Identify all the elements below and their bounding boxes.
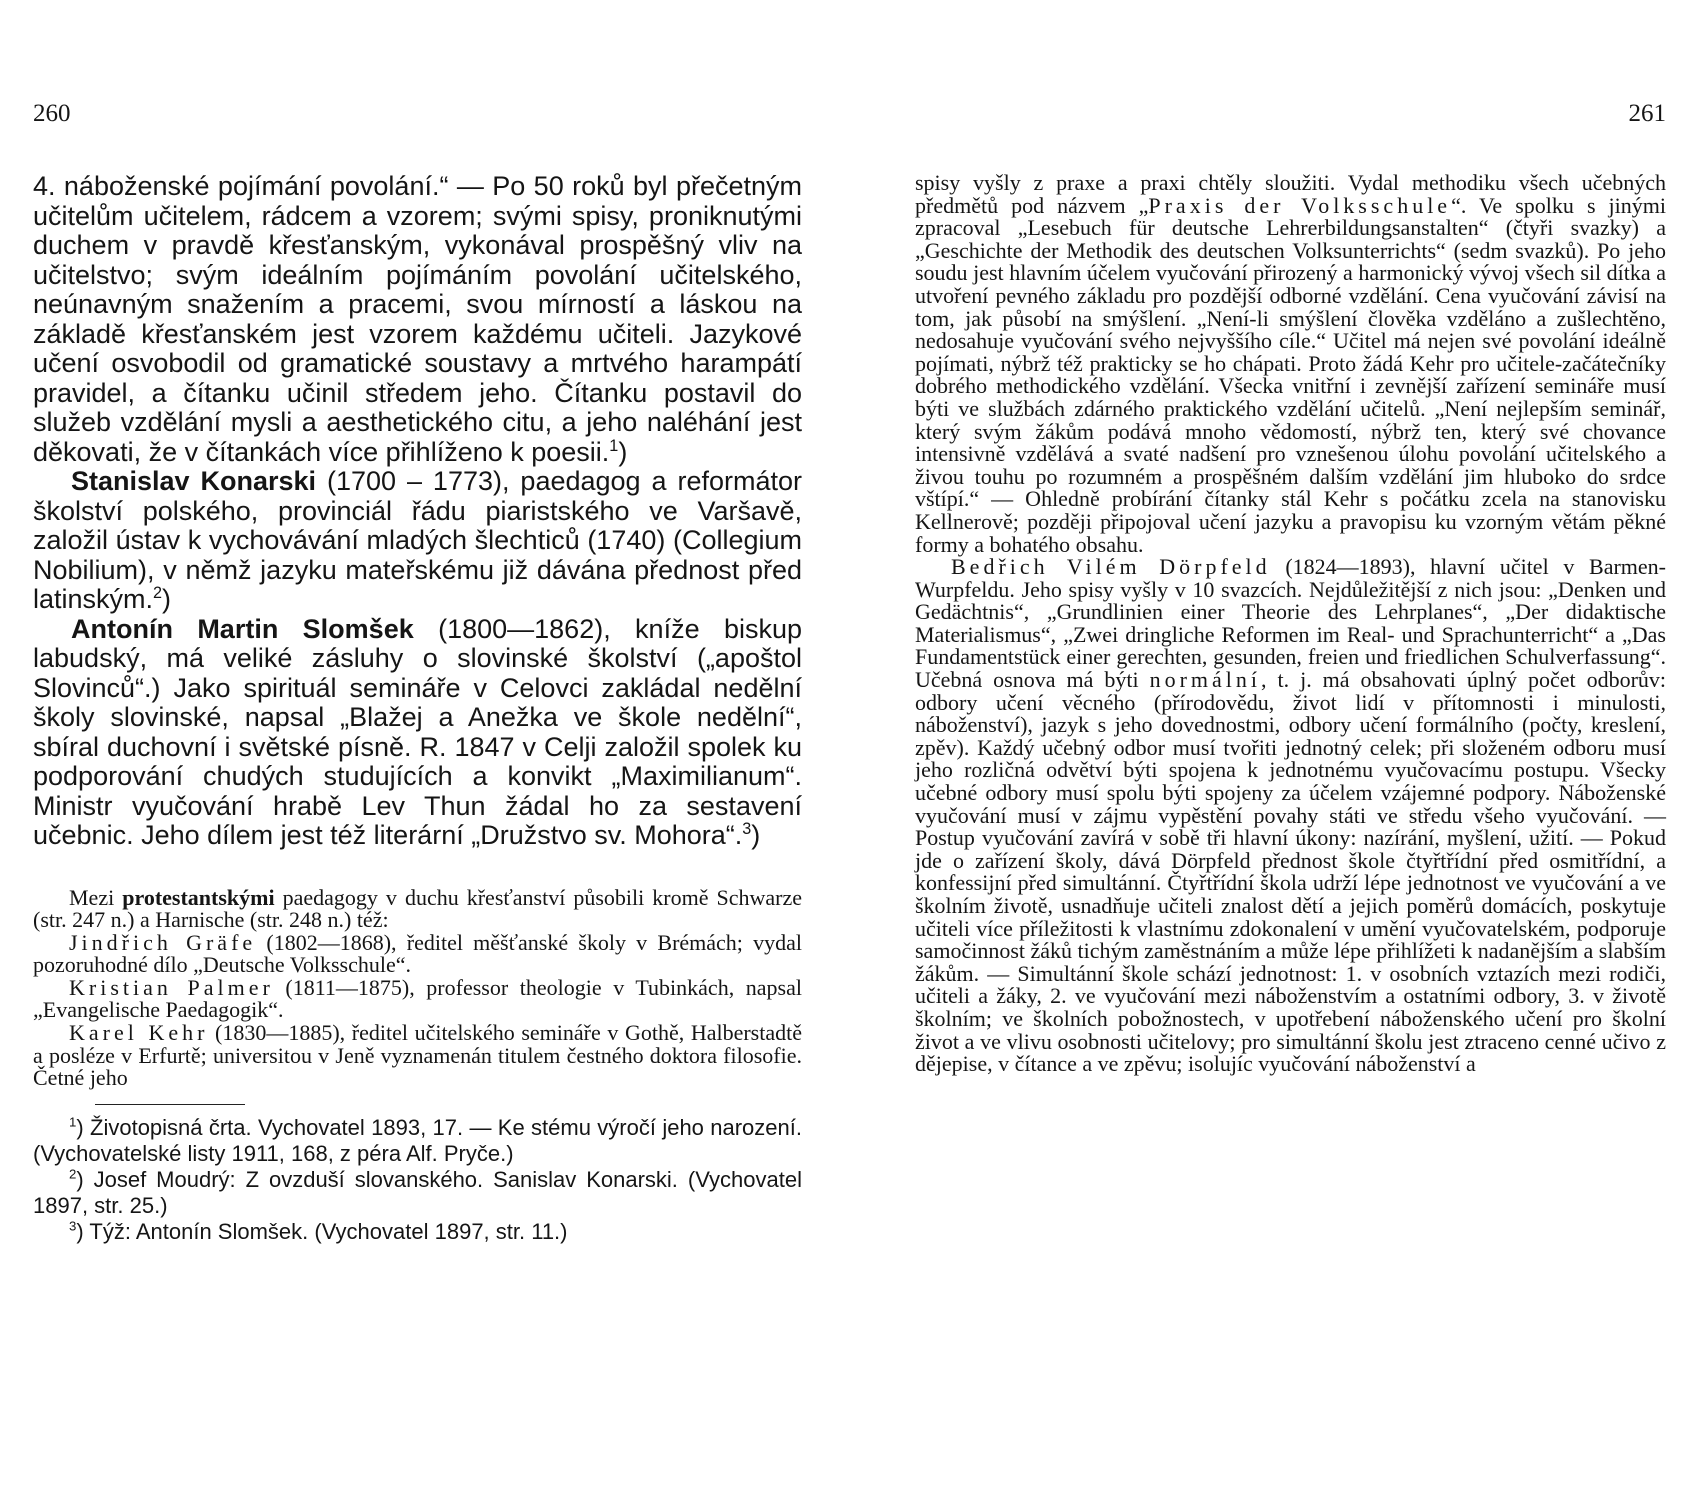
small-paragraph: [33, 929, 803, 978]
spaced-name: Bedřich Vilém Dörpfeld: [951, 554, 1271, 580]
main-paragraph: [33, 467, 802, 615]
right-paragraph: [915, 556, 1666, 1076]
text-run: (1811—1875), professor theologie v Tubinkách, napsal „Evangelische Paedagogik“.: [33, 974, 802, 1023]
right-page: [853, 0, 1706, 1500]
spaced-name: Praxis der Volksschule: [1148, 192, 1452, 218]
spaced-name: Kristian Palmer: [69, 974, 274, 1000]
text-run: ): [618, 436, 628, 467]
text-run: Mezi: [69, 884, 123, 910]
spaced-name: Jindřich Gräfe: [69, 929, 257, 955]
text-run: ): [751, 820, 761, 850]
page-number-right: 261: [1628, 100, 1666, 127]
bold-name: Stanislav Konarski: [71, 466, 317, 496]
footnote-ref: 2: [153, 584, 163, 602]
text-run: (1700 – 1773), paedagog a reformátor školství polského, provinciál řádu piaristského ve Varšavě, založil ústav k vychovávání mladých šlechticů (1740) (Collegium Nobilium), v němž jazyku mateřskému již dávána přednost před latinským.: [33, 466, 802, 614]
text-run: paedagogy v duchu křesťanství působili kromě Schwarze (str. 247 n.) a Harnische (str. 248 n.) též:: [33, 884, 802, 933]
text-run: ) Týž: Antonín Slomšek. (Vychovatel 1897, str. 11.): [76, 1218, 568, 1244]
spaced-name: Karel Kehr: [69, 1020, 209, 1046]
text-run: “. Ve spolku s jinými zpracoval „Lesebuch für deutsche Lehrerbildungsanstalten“ (čtyři svazky) a „Geschichte der Methodik des deutschen Volksunterrichts“ (sedm svazků). Po jeho soudu jest hlavním účelem vyučování přirozený a harmonický vývoj všech sil dítka a utvoření pevného základu pro pozdější odborné vzdělání. Cena vyučování závisí na tom, jak působí na smýšlení. „Není-li smýšlení člověka vzděláno a zušlechtěno, nedosahuje vyučování svého nejvyššího cíle.“ Učitel má nejen své povolání ideálně pojímati, nýbrž též prakticky se ho chápati. Proto žádá Kehr pro učitele-začátečníky dobrého methodického vzdělání. Všecka vnitřní i zevnější zařízení semináře musí býti ve službách zdárného praktického vzdělání učitelů. „Není nejlepším seminář, který svým žákům podává mnoho vědomostí, nýbrž ten, který své chovance intensivně vzdělává a svaté nadšení pro vznešenou úlohu povolání učitelského a živou touhu po rozumném a prospěšném dalším vzdělání jim hluboko do srdce vštípí.“ — Ohledně probírání čítanky stál Kehr s počátku zcela na stanovisku Kellnerově; později připojoval učení jazyku a pravopisu ku vzorným větám pěkné formy a bohatého obsahu.: [915, 192, 1666, 557]
footnote-paragraph: [33, 1115, 802, 1167]
text-run: ) Josef Moudrý: Z ovzduší slovanského. Sanislav Konarski. (Vychovatel 1897, str. 25.): [33, 1166, 802, 1218]
right-body-text: [915, 172, 1666, 1076]
bold-name: Antonín Martin Slomšek: [71, 613, 414, 644]
text-run: spisy vyšly z praxe a praxi chtěly sloužiti. Vydal methodiku všech učebných předmětů pod názvem „: [915, 170, 1666, 218]
bold-name: protestantskými: [122, 884, 275, 910]
footnote-divider: [95, 1104, 245, 1105]
left-text-column: [33, 172, 802, 1245]
text-run: (1824—1893), hlavní učitel v Barmen-Wurpfeldu. Jeho spisy vyšly v 10 svazcích. Nejdůležitější z nich jsou: „Denken und Gedächtnis“, „Grundlinien einer Theorie des Lehrplanes“, „Der didaktische Materialismus“, „Zwei dringliche Reformen im Real- und Sprachunterricht“ a „Das Fundamentstück einer gerechten, gesunden, freien und friedlichen Schulverfassung“. Učebná osnova má býti: [915, 554, 1666, 693]
small-paragraph: [33, 1022, 802, 1090]
text-run: ): [162, 584, 172, 614]
left-main-text: [33, 172, 802, 851]
footnote-paragraph: [33, 1219, 802, 1245]
small-paragraph: [33, 884, 802, 933]
footnote-ref: 3: [742, 820, 752, 838]
footnote-paragraph: [33, 1167, 802, 1219]
page-number-left: 260: [33, 100, 71, 127]
text-run: ) Životopisná črta. Vychovatel 1893, 17. — Ke stému výročí jeho narození. (Vychovatelské listy 1911, 168, z péra Alf. Pryče.): [33, 1114, 802, 1166]
main-paragraph: [33, 172, 802, 467]
left-small-text: [33, 884, 803, 1091]
small-paragraph: [33, 974, 802, 1023]
right-text-column: [915, 172, 1666, 1076]
spaced-name: normální: [1149, 667, 1261, 693]
footnote-ref: 1: [69, 1114, 77, 1130]
right-paragraph: [915, 172, 1666, 556]
footnotes: [33, 1115, 802, 1245]
text-run: (1800—1862), kníže biskup labudský, má veliké zásluhy o slovinské školství („apoštol Slovinců“.) Jako spirituál semináře v Celovci zakládal nedělní školy slovinské, napsal „Blažej a Anežka ve škole nedělní“, sbíral duchovní i světské písně. R. 1847 v Celji založil spolek ku podporování chudých studujících a konvikt „Maximilianum“. Ministr vyučování hrabě Lev Thun žádal ho za sestavení učebnic. Jeho dílem jest též literární „Družstvo sv. Mohora“.: [33, 613, 802, 850]
text-run: (1830—1885), ředitel učitelského semináře v Gothě, Halberstadtě a posléze v Erfurtě; universitou v Jeně vyznamenán titulem čestného doktora filosofie. Četné jeho: [33, 1020, 802, 1091]
text-run: (1802—1868), ředitel měšťanské školy v Brémách; vydal pozoruhodné dílo „Deutsche Volksschule“.: [33, 929, 803, 978]
text-run: , t. j. má obsahovati úplný počet odborův: odbory učení věcného (přírodovědu, život lidí v přítomnosti i minulosti, náboženství), jazyk s jeho dovednostmi, odbory učení formálního (počty, kreslení, zpěv). Každý učebný odbor musí tvořiti jednotný celek; při složeném odboru musí jeho rozličná odvětví býti spojena k jednotnému vyučovacímu postupu. Všecky učebné odbory musí spolu býti spojeny za účelem vzájemné podpory. Náboženské vyučování musí v zájmu vypěstění povahy státi ve středu všeho vyučování. — Postup vyučování zavírá v sobě tři hlavní úkony: nazírání, myšlení, užití. — Pokud jde o zařízení školy, dává Dörpfeld přednost škole čtyřtřídní před osmitřídní, a konfessijní před simultánní. Čtyřtřídní škola udrží lépe jednotnost ve vyučování a ve školním životě, usnadňuje učiteli znalost dětí a jejich poměrů domácích, poskytuje učiteli více příležitosti k vlastnímu zdokonalení v umění vyučovatelském, podporuje samočinnost žáků tichým zaměstnáním a může lépe přihlížeti k nadanějším a slabším žákům. — Simultánní škole schází jednotnost: 1. v osobních vztazích mezi rodiči, učiteli a žáky, 2. ve vyučování mezi náboženstvím a ostatními odbory, 3. v životě školním; ve školních pobožnostech, v upotřebení náboženského učení pro školní život a ve vlivu osobnosti učitelovy; pro simultánní školu jest ztraceno cenné učivo z dějepise, v čítance a ve zpěvu; isolujíc vyučování náboženství a: [915, 667, 1667, 1077]
main-paragraph: [33, 615, 802, 851]
footnote-ref: 3: [69, 1218, 77, 1234]
text-run: 4. náboženské pojímání povolání.“ — Po 50 roků byl přečetným učitelům učitelem, rádcem a vzorem; svými spisy, proniknutými duchem v pravdě křesťanským, vykonával prospěšný vliv na učitelstvo; svým ideálním pojímáním povolání učitelského, neúnavným snažením a pracemi, svou mírností a láskou na základě křesťanském jest vzorem každému učiteli. Jazykové učení osvobodil od gramatické soustavy a mrtvého harampátí pravidel, a čítanku učinil středem jeho. Čítanku postavil do služeb vzdělání mysli a aesthetického citu, a jeho naléhání jest děkovati, že v čítankách více přihlíženo k poesii.: [33, 171, 802, 467]
footnote-ref: 1: [609, 436, 619, 455]
footnote-ref: 2: [69, 1166, 77, 1182]
